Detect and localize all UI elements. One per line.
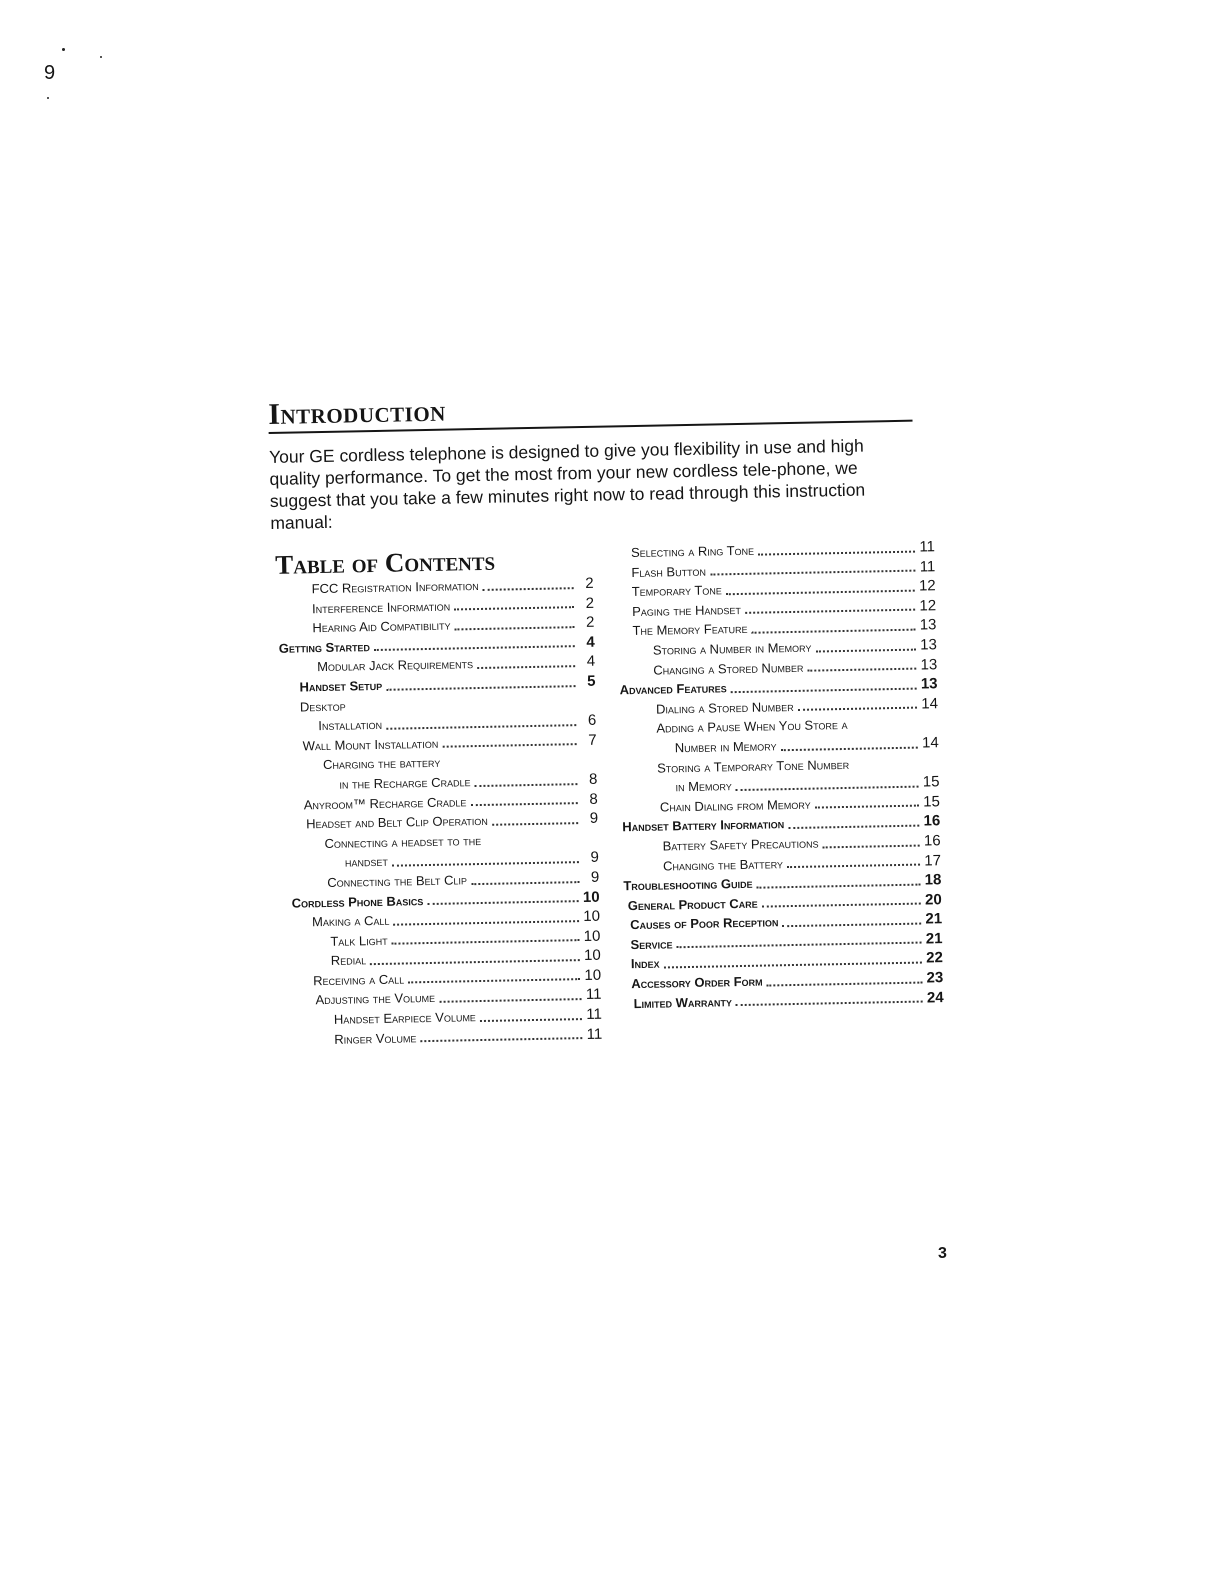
toc-leader-dots — [726, 588, 915, 595]
toc-entry-page: 4 — [586, 653, 596, 671]
introduction-heading: Introduction — [268, 388, 913, 434]
toc-leader-dots — [731, 686, 917, 693]
toc-leader-dots — [762, 902, 921, 908]
toc-leader-dots — [470, 801, 577, 806]
toc-leader-dots — [444, 764, 577, 768]
toc-leader-dots — [815, 804, 920, 809]
toc-entry-page: 17 — [924, 851, 942, 869]
toc-entry-page: 21 — [925, 930, 943, 948]
toc-entry-page: 9 — [590, 868, 600, 886]
toc-entry-label: General Product Care — [627, 895, 758, 913]
toc-leader-dots — [485, 842, 578, 845]
toc-entry-label: Anyroom™ Recharge Cradle — [303, 793, 467, 812]
toc-entry-page: 13 — [919, 636, 937, 654]
toc-entry-page: 7 — [588, 731, 597, 749]
toc-entry-page: 12 — [918, 577, 936, 595]
toc-entry-page: 24 — [926, 988, 944, 1007]
toc-entry-label: Handset Earpiece Volume — [333, 1009, 477, 1027]
toc-entry-page: 4 — [586, 633, 595, 651]
toc-entry-label: Storing a Number in Memory — [652, 639, 812, 658]
toc-entry-page: 18 — [924, 871, 942, 889]
toc-leader-dots — [374, 645, 575, 652]
toc-entry-label: Advanced Features — [619, 680, 727, 698]
toc-entry-label: in the Recharge Cradle — [339, 774, 471, 792]
toc-heading: Table of Contents — [274, 545, 496, 580]
toc-right-column — [617, 537, 944, 1013]
toc-entry-label: FCC Registration Information — [311, 577, 479, 597]
corner-mark: 9 — [44, 62, 56, 84]
toc-leader-dots — [757, 882, 921, 888]
toc-leader-dots — [480, 1017, 582, 1022]
toc-entry-page: 10 — [583, 946, 601, 965]
toc-entry-label: The Memory Feature — [632, 621, 748, 639]
toc-entry-page: 13 — [919, 616, 937, 634]
toc-leader-dots — [350, 705, 576, 710]
toc-leader-dots — [788, 823, 919, 829]
page-number: 3 — [938, 1245, 947, 1262]
toc-leader-dots — [745, 608, 916, 614]
toc-entry-label: Handset Battery Information — [622, 816, 785, 835]
toc-entry-page: 14 — [921, 694, 939, 713]
toc-entry-label: Dialing a Stored Number — [655, 698, 794, 717]
toc-entry-label: Service — [630, 936, 673, 953]
toc-entry-label: in Memory — [675, 778, 732, 795]
toc-leader-dots — [408, 978, 580, 984]
toc-entry-page: 20 — [924, 890, 942, 909]
toc-entry-page: 10 — [584, 966, 602, 984]
toc-entry-page: 11 — [586, 1025, 603, 1043]
toc-entry-label: Number in Memory — [674, 738, 777, 756]
toc-entry-label: Paging the Handset — [631, 601, 742, 619]
toc-leader-dots — [853, 767, 919, 769]
toc-entry-page: 21 — [925, 910, 943, 928]
toc-entry-page: 11 — [585, 986, 602, 1004]
toc-entry-label: Adjusting the Volume — [315, 990, 436, 1008]
toc-leader-dots — [767, 980, 923, 986]
toc-leader-dots — [477, 664, 575, 669]
toc-leader-dots — [427, 899, 579, 905]
toc-entry-page: 22 — [925, 949, 944, 967]
toc-entry-page: 15 — [922, 792, 940, 811]
toc-entry-page: 13 — [920, 675, 938, 693]
toc-leader-dots — [386, 684, 575, 691]
toc-entry-page: 2 — [585, 574, 594, 592]
toc-entry-page: 15 — [922, 773, 940, 791]
toc-entry-label: Wall Mount Installation — [302, 735, 439, 754]
toc-entry-page: 11 — [586, 1005, 603, 1024]
toc-entry-label: Accessory Order Form — [631, 973, 763, 992]
toc-entry-label: Changing a Stored Number — [653, 659, 804, 678]
toc-leader-dots — [392, 860, 579, 867]
toc-entry-label: Charging the battery — [322, 755, 441, 773]
toc-leader-dots — [787, 863, 920, 869]
toc-entry-label: Troubleshooting Guide — [623, 875, 753, 894]
toc-entry-label: Ringer Volume — [334, 1029, 417, 1047]
toc-left-column — [277, 574, 602, 1050]
toc-entry-page: 11 — [919, 538, 936, 556]
toc-entry-page: 16 — [923, 832, 941, 850]
toc-entry-page: 9 — [590, 849, 600, 867]
toc-entry-label: Desktop — [299, 698, 346, 715]
toc-leader-dots — [736, 784, 919, 791]
toc-entry-label: Hearing Aid Compatibility — [312, 617, 451, 636]
toc-entry-page: 14 — [921, 734, 939, 752]
toc-entry-label: Receiving a Call — [313, 971, 405, 989]
toc-entry-page: 9 — [589, 809, 599, 828]
toc-entry-label: Talk Light — [330, 932, 388, 949]
toc-leader-dots — [710, 569, 915, 576]
introduction-text: Your GE cordless telephone is designed to give you flexibility in use and high quality performance. To get the most from your new cordless tele-phone, we suggest that you take a few minutes right now to read through this instruction manual: — [268, 435, 866, 533]
toc-leader-dots — [782, 921, 921, 927]
toc-entry-page: 2 — [585, 613, 595, 632]
toc-entry-page: 6 — [587, 711, 597, 730]
toc-entry-label: Interference Information — [311, 598, 451, 616]
toc-leader-dots — [677, 941, 922, 949]
toc-entry-page: 2 — [585, 594, 595, 612]
toc-entry-page: 5 — [586, 672, 596, 690]
scan-speck — [100, 56, 102, 58]
toc-entry-label: Handset Setup — [299, 677, 383, 695]
toc-leader-dots — [471, 880, 579, 885]
toc-entry-page: 23 — [926, 969, 944, 987]
manual-page — [267, 387, 944, 1080]
toc-leader-dots — [439, 997, 581, 1003]
toc-leader-dots — [664, 961, 923, 969]
toc-entry-page: 12 — [919, 596, 937, 615]
toc-leader-dots — [370, 958, 580, 965]
toc-entry-page: 8 — [589, 790, 598, 808]
toc-entry-page: 8 — [588, 770, 598, 788]
toc-leader-dots — [823, 843, 920, 848]
toc-entry-label: Adding a Pause When You Store a — [656, 717, 848, 736]
toc-leader-dots — [752, 628, 916, 634]
toc-leader-dots — [394, 919, 580, 926]
toc-entry-page: 13 — [920, 655, 938, 674]
toc-entry-page: 16 — [923, 812, 941, 830]
toc-leader-dots — [386, 723, 576, 730]
toc-entry-label: Index — [630, 956, 660, 972]
toc-entry-label: Changing the Battery — [662, 855, 784, 874]
toc-entry-label: Headset and Belt Clip Operation — [306, 812, 488, 832]
toc-entry-label: Redial — [330, 952, 367, 969]
toc-leader-dots — [781, 745, 919, 751]
toc-leader-dots — [492, 821, 578, 826]
toc-entry-label: Selecting a Ring Tone — [630, 542, 755, 561]
toc-entry-page: 10 — [582, 888, 600, 906]
toc-leader-dots — [392, 938, 580, 945]
scan-speck — [62, 48, 65, 51]
toc-leader-dots — [758, 549, 915, 555]
toc-entry-label: Battery Safety Precautions — [662, 835, 819, 854]
toc-leader-dots — [475, 782, 578, 787]
toc-entry-label: Flash Button — [631, 563, 707, 580]
toc-entry-page: 10 — [583, 907, 601, 926]
toc-entry-label: Temporary Tone — [631, 582, 722, 600]
toc-leader-dots — [442, 742, 576, 748]
toc-entry-label: Modular Jack Requirements — [316, 656, 474, 675]
toc-entry-page: 11 — [919, 557, 936, 576]
toc-entry-label: Cordless Phone Basics — [291, 892, 424, 911]
toc-entry-label: Installation — [318, 717, 383, 734]
scan-speck — [47, 97, 49, 99]
toc-leader-dots — [454, 605, 574, 610]
toc-leader-dots — [807, 667, 916, 672]
toc-leader-dots — [798, 706, 918, 711]
toc-entry-label: Limited Warranty — [633, 993, 733, 1011]
toc-leader-dots — [455, 625, 575, 630]
toc-entry-label: Causes of Poor Reception — [630, 914, 779, 933]
toc-leader-dots — [420, 1036, 582, 1042]
toc-leader-dots — [852, 728, 919, 730]
toc-entry-page: 10 — [583, 927, 601, 945]
toc-entry-label: Getting Started — [278, 638, 371, 656]
toc-entry-label: Connecting the Belt Clip — [327, 872, 468, 890]
toc-entry-label: Connecting a headset to the — [324, 832, 482, 851]
toc-leader-dots — [736, 1000, 923, 1007]
toc-entry-label: handset — [344, 854, 389, 870]
toc-leader-dots — [483, 586, 574, 591]
toc-entry-label: Storing a Temporary Tone Number — [656, 756, 850, 776]
toc-leader-dots — [815, 647, 916, 652]
toc-entry-label: Chain Dialing from Memory — [659, 796, 811, 815]
toc-entry-label: Making a Call — [311, 912, 390, 930]
